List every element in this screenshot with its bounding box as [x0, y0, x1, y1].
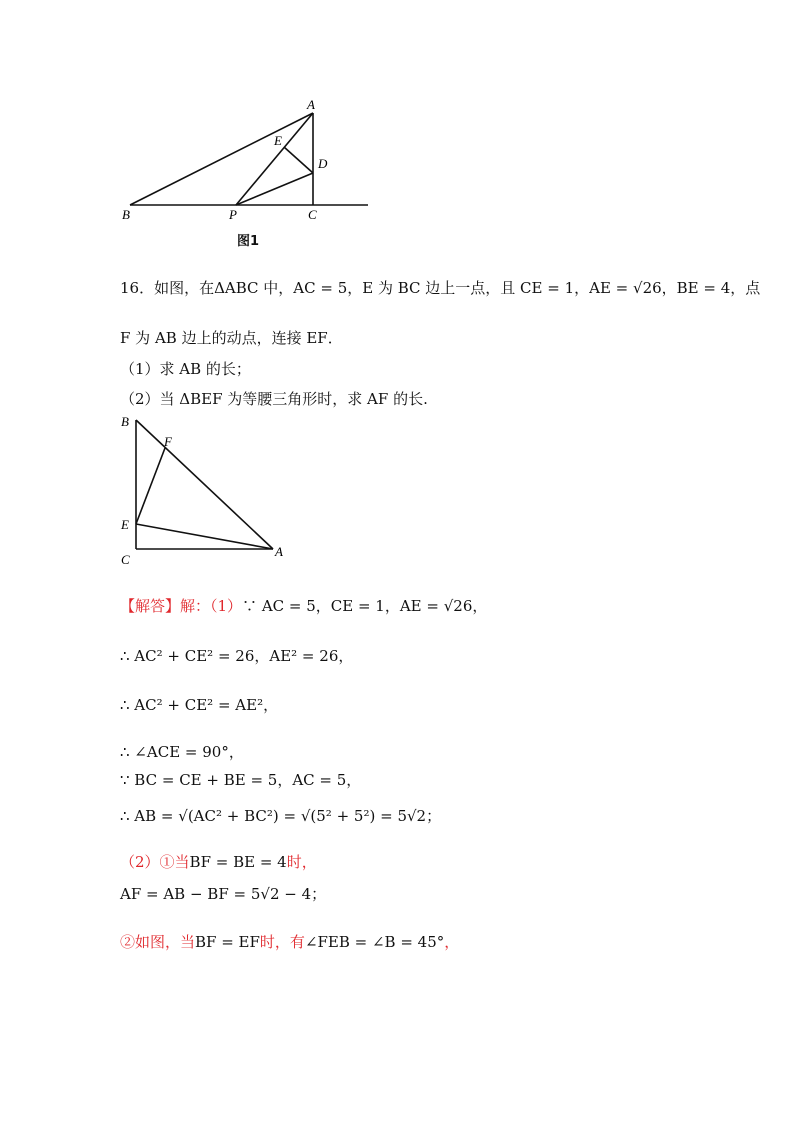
- problem-16-line-1: 16．如图，在ΔABC 中，AC = 5，E 为 BC 边上一点，且 CE = 1，AE = √26，BE = 4，点: [120, 279, 761, 297]
- line-ef2: [136, 448, 165, 524]
- case-2-prefix: ②如图，当: [120, 933, 196, 951]
- line-pe: [236, 113, 313, 205]
- label-d: D: [318, 156, 328, 171]
- solution-step-1: ∵ AC = 5，CE = 1，AE = √26，: [242, 597, 488, 615]
- line-pd: [236, 173, 313, 205]
- line-ba2: [136, 420, 273, 549]
- label-f2: F: [164, 434, 172, 449]
- solution-step-4: ∴ ∠ACE = 90°，: [120, 743, 244, 761]
- part-2-case-2: [120, 932, 459, 952]
- case-2-end: ，: [444, 933, 460, 951]
- line-ea2: [136, 524, 273, 549]
- figure-1-caption: 图1: [237, 234, 260, 249]
- solution-step-2: ∴ AC² + CE² = 26，AE² = 26，: [120, 647, 354, 665]
- part-2-tail: 时，: [286, 853, 317, 871]
- solution-header: 【解答】解：（1）: [120, 597, 243, 615]
- question-2: （2）当 ΔBEF 为等腰三角形时，求 AF 的长.: [120, 390, 428, 408]
- solution-step-3: ∴ AC² + CE² = AE²，: [120, 696, 279, 714]
- problem-16-line-2: F 为 AB 边上的动点，连接 EF．: [120, 329, 343, 347]
- label-e2: E: [121, 517, 129, 532]
- line-ed: [284, 147, 313, 173]
- part-2-condition: BF = BE = 4: [189, 853, 287, 871]
- case-2-condition: BF = EF: [195, 933, 260, 951]
- label-c: C: [308, 207, 317, 222]
- case-2-equation: ∠FEB = ∠B = 45°: [304, 933, 445, 951]
- solution-step-5: ∵ BC = CE + BE = 5，AC = 5，: [120, 771, 362, 789]
- label-b: B: [122, 207, 130, 222]
- part-2-header: （2）①当: [120, 853, 190, 871]
- part-2-case-1: [120, 852, 317, 872]
- label-a: A: [307, 97, 315, 112]
- solution-line-1: [120, 596, 487, 616]
- label-e: E: [274, 133, 282, 148]
- label-a2: A: [275, 544, 283, 559]
- figure-1: [110, 95, 380, 250]
- question-1: （1）求 AB 的长；: [120, 360, 251, 378]
- solution-step-6: ∴ AB = √(AC² + BC²) = √(5² + 5²) = 5√2；: [120, 807, 442, 825]
- label-c2: C: [121, 552, 130, 567]
- case-2-middle: 时，有: [259, 933, 305, 951]
- label-b2: B: [121, 414, 129, 429]
- figure-2: [115, 410, 295, 570]
- label-p: P: [229, 207, 237, 222]
- line-ba: [130, 113, 313, 205]
- part-2-result: AF = AB − BF = 5√2 − 4；: [120, 885, 327, 903]
